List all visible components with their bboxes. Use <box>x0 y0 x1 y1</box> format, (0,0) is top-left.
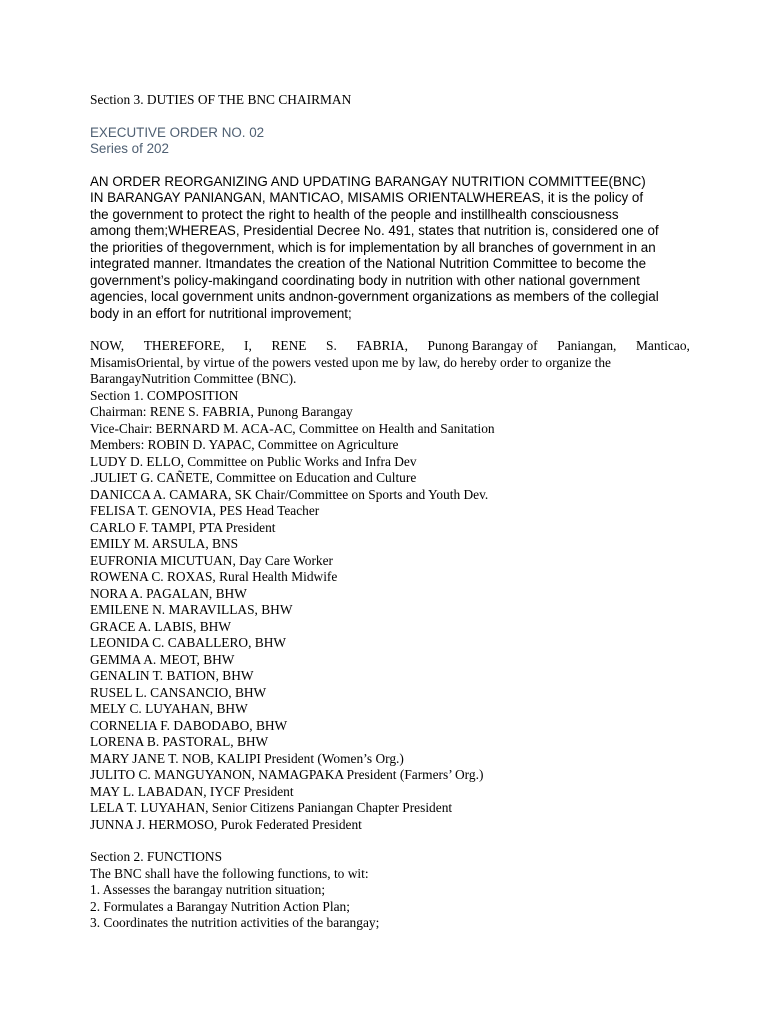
order-line: the government to protect the right to health of the people and instillhealth consciousness <box>90 206 619 222</box>
composition-item: Vice-Chair: BERNARD M. ACA-AC, Committee on Health and Sanitation <box>90 420 495 436</box>
composition-item: LORENA B. PASTORAL, BHW <box>90 734 269 749</box>
order-line: IN BARANGAY PANIANGAN, MANTICAO, MISAMIS ORIENTALWHEREAS, it is the policy of <box>90 190 644 205</box>
composition-item: RUSEL L. CANSANCIO, BHW <box>90 684 267 700</box>
composition-item: LEONIDA C. CABALLERO, BHW <box>90 635 287 650</box>
composition-item: CARLO F. TAMPI, PTA President <box>90 519 276 535</box>
composition-item: DANICCA A. CAMARA, SK Chair/Committee on Sports and Youth Dev. <box>90 486 489 502</box>
section1-heading: Section 1. COMPOSITION <box>90 387 239 403</box>
word: Punong Barangay of <box>427 338 538 353</box>
now-therefore-first-line <box>90 338 690 355</box>
composition-item: EUFRONIA MICUTUAN, Day Care Worker <box>90 552 334 568</box>
composition-item: LUDY D. ELLO, Committee on Public Works and Infra Dev <box>90 453 417 469</box>
document-page <box>90 92 690 932</box>
composition-item: GENALIN T. BATION, BHW <box>90 668 254 683</box>
word: I, <box>244 338 252 353</box>
word: THEREFORE, <box>143 338 225 353</box>
composition-item: .JULIET G. CAÑETE, Committee on Education and Culture <box>90 470 417 485</box>
composition-item: Chairman: RENE S. FABRIA, Punong Barangay <box>90 404 353 419</box>
order-line: integrated manner. Itmandates the creation of the National Nutrition Committee to become the <box>90 256 647 271</box>
composition-item: EMILY M. ARSULA, BNS <box>90 536 239 551</box>
composition-item: NORA A. PAGALAN, BHW <box>90 585 247 601</box>
composition-item: LELA T. LUYAHAN, Senior Citizens Paniangan Chapter President <box>90 800 453 815</box>
composition-item: JULITO C. MANGUYANON, NAMAGPAKA President (Farmers’ Org.) <box>90 767 484 782</box>
order-line: agencies, local government units andnon-government organizations as members of the collegial <box>90 289 659 304</box>
order-line: among them;WHEREAS, Presidential Decree No. 491, states that nutrition is, considered one of <box>90 223 659 238</box>
composition-item: JUNNA J. HERMOSO, Purok Federated President <box>90 816 362 832</box>
executive-order-title: EXECUTIVE ORDER NO. 02 <box>90 124 265 140</box>
order-line: body in an effort for nutritional improvement; <box>90 305 352 321</box>
word: Paniangan, <box>557 338 617 353</box>
word: Manticao, <box>635 338 690 353</box>
section3-heading: Section 3. DUTIES OF THE BNC CHAIRMAN <box>90 92 352 107</box>
composition-item: CORNELIA F. DABODABO, BHW <box>90 717 288 733</box>
composition-item: GRACE A. LABIS, BHW <box>90 618 231 634</box>
order-line: AN ORDER REORGANIZING AND UPDATING BARANGAY NUTRITION COMMITTEE(BNC) <box>90 173 646 189</box>
executive-order-series: Series of 202 <box>90 141 169 156</box>
word: FABRIA, <box>356 338 408 353</box>
composition-item: Members: ROBIN D. YAPAC, Committee on Agriculture <box>90 437 399 452</box>
composition-item: GEMMA A. MEOT, BHW <box>90 651 235 667</box>
composition-item: MAY L. LABADAN, IYCF President <box>90 783 294 799</box>
composition-item: MARY JANE T. NOB, KALIPI President (Women’s Org.) <box>90 750 404 766</box>
now-therefore-line: BarangayNutrition Committee (BNC). <box>90 371 297 386</box>
word: NOW, <box>90 338 125 353</box>
composition-item: ROWENA C. ROXAS, Rural Health Midwife <box>90 569 338 584</box>
composition-item: EMILENE N. MARAVILLAS, BHW <box>90 602 293 617</box>
functions-list <box>90 882 690 932</box>
now-therefore-paragraph <box>90 338 690 388</box>
composition-list <box>90 404 690 833</box>
order-line: government’s policy-makingand coordinating body in nutrition with other national government <box>90 272 640 288</box>
section2-heading: Section 2. FUNCTIONS <box>90 849 223 864</box>
composition-item: MELY C. LUYAHAN, BHW <box>90 701 248 716</box>
function-item: 1. Assesses the barangay nutrition situation; <box>90 882 326 897</box>
word: RENE <box>271 338 307 353</box>
function-item: 2. Formulates a Barangay Nutrition Action Plan; <box>90 898 350 914</box>
order-paragraph <box>90 174 690 323</box>
word: S. <box>326 338 337 353</box>
function-item: 3. Coordinates the nutrition activities of the barangay; <box>90 915 380 930</box>
now-therefore-line: MisamisOriental, by virtue of the powers vested upon me by law, do hereby order to organize the <box>90 354 611 370</box>
composition-item: FELISA T. GENOVIA, PES Head Teacher <box>90 503 320 518</box>
functions-intro: The BNC shall have the following functions, to wit: <box>90 865 369 881</box>
order-line: the priorities of thegovernment, which is for implementation by all branches of government in an <box>90 239 656 255</box>
